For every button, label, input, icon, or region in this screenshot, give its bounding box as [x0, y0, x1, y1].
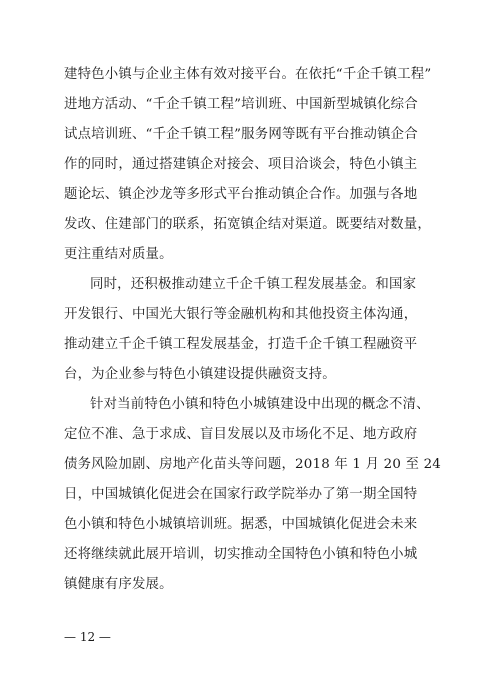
paragraph-2-line-3: 推动建立千企千镇工程发展基金，打造千企千镇工程融资平 [64, 337, 418, 352]
paragraph-3-line-4: 日，中国城镇化促进会在国家行政学院举办了第一期全国特 [64, 487, 418, 502]
paragraph-2-line-4: 台，为企业参与特色小镇建设提供融资支持。 [64, 367, 336, 382]
paragraph-3-line-1: 针对当前特色小镇和特色小城镇建设中出现的概念不清、 [90, 397, 430, 412]
paragraph-3-line-7: 镇健康有序发展。 [64, 577, 173, 592]
body-text [64, 60, 442, 600]
paragraph-1-line-6: 发改、住建部门的联系，拓宽镇企结对渠道。既要结对数量， [64, 217, 431, 232]
paragraph-3-line-3: 债务风险加剧、房地产化苗头等问题，2018 年 1 月 20 至 24 [64, 457, 442, 472]
paragraph-3-line-6: 还将继续就此展开培训，切实推动全国特色小镇和特色小城 [64, 547, 418, 562]
paragraph-3-line-2: 定位不准、急于求成、盲目发展以及市场化不足、地方政府 [64, 427, 418, 442]
paragraph-1-line-7: 更注重结对质量。 [64, 247, 173, 262]
paragraph-1-line-2: 进地方活动、“千企千镇工程”培训班、中国新型城镇化综合 [64, 97, 418, 112]
paragraph-2-line-2: 开发银行、中国光大银行等金融机构和其他投资主体沟通， [64, 307, 418, 322]
paragraph-1-line-1: 建特色小镇与企业主体有效对接平台。在依托“千企千镇工程” [64, 67, 432, 82]
page-number: — 12 — [64, 630, 111, 644]
paragraph-1-line-5: 题论坛、镇企沙龙等多形式平台推动镇企合作。加强与各地 [64, 187, 418, 202]
paragraph-1-line-4: 作的同时，通过搭建镇企对接会、项目洽谈会，特色小镇主 [64, 157, 418, 172]
paragraph-1-line-3: 试点培训班、“千企千镇工程”服务网等既有平台推动镇企合 [64, 127, 418, 142]
paragraph-3-line-5: 色小镇和特色小城镇培训班。据悉，中国城镇化促进会未来 [64, 517, 418, 532]
paragraph-2-line-1: 同时，还积极推动建立千企千镇工程发展基金。和国家 [90, 277, 417, 292]
